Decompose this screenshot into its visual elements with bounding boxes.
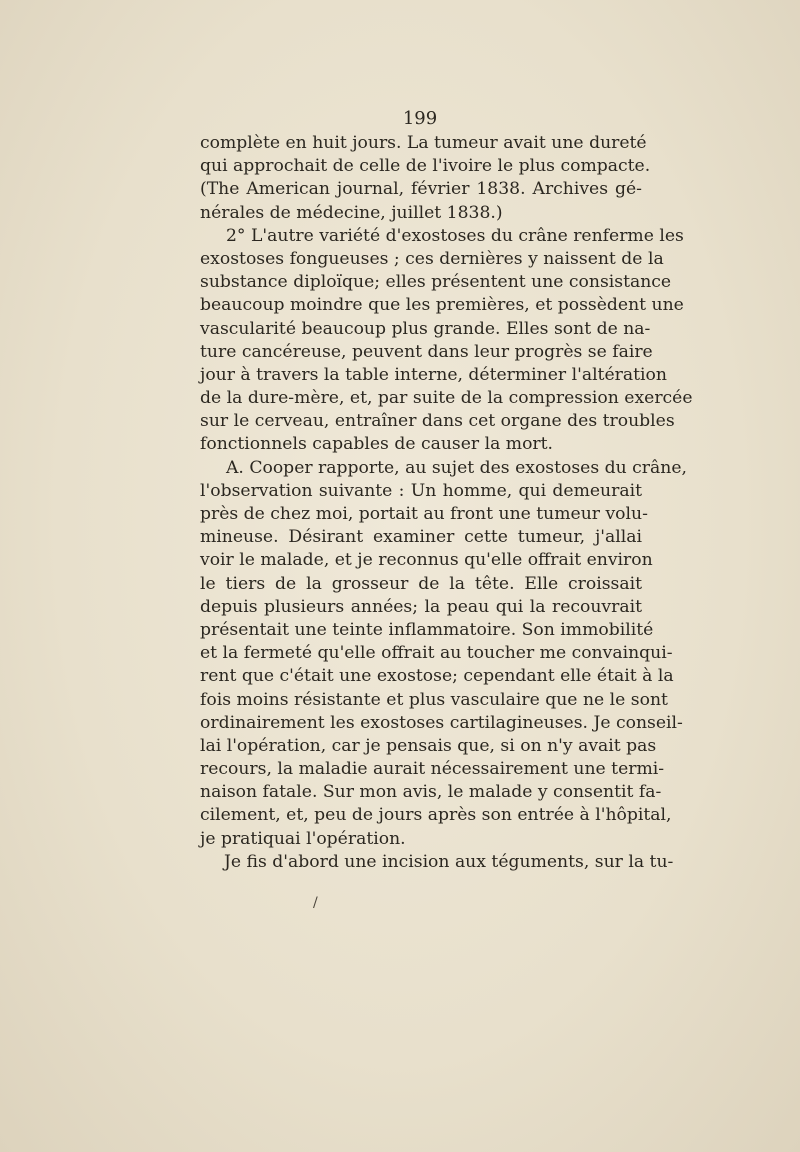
text-line: ture cancéreuse, peuvent dans leur progrès se faire: [200, 341, 653, 362]
text-line-citation: (The American journal, février 1838. Archives gé-: [200, 179, 642, 200]
text-line: et la fermeté qu'elle offrait au toucher me convainqui-: [200, 643, 673, 664]
text-line: ordinairement les exostoses cartilagineuses. Je conseil-: [200, 712, 683, 733]
text-line: cilement, et, peu de jours après son entrée à l'hôpital,: [200, 805, 672, 826]
text-line: l'observation suivante : Un homme, qui demeurait: [200, 480, 642, 501]
text-line: vascularité beaucoup plus grande. Elles sont de na-: [200, 318, 651, 339]
text-line: lai l'opération, car je pensais que, si on n'y avait pas: [200, 735, 657, 756]
text-line: 2° L'autre variété d'exostoses du crâne renferme les: [226, 225, 684, 246]
text-line: Je fis d'abord une incision aux téguments, sur la tu-: [224, 851, 674, 872]
text-line: de la dure-mère, et, par suite de la compression exercée: [200, 388, 693, 409]
text-line-citation: nérales de médecine, juillet 1838.): [200, 202, 503, 223]
text-line: substance diploïque; elles présentent une consistance: [200, 272, 672, 293]
text-line: recours, la maladie aurait nécessairement une termi-: [200, 759, 665, 780]
text-line: sur le cerveau, entraîner dans cet organe des troubles: [200, 411, 675, 432]
text-line: rent que c'était une exostose; cependant elle était à la: [200, 666, 674, 687]
text-line: naison fatale. Sur mon avis, le malade y consentit fa-: [200, 782, 662, 803]
text-line: qui approchait de celle de l'ivoire le plus compacte.: [200, 156, 651, 177]
text-line: complète en huit jours. La tumeur avait une dureté: [200, 133, 647, 153]
text-line: fonctionnels capables de causer la mort.: [200, 434, 554, 455]
text-line: A. Cooper rapporte, au sujet des exostoses du crâne,: [226, 457, 687, 478]
text-line: le tiers de la grosseur de la tête. Elle croissait: [200, 573, 642, 594]
text-line: voir le malade, et je reconnus qu'elle offrait environ: [200, 550, 653, 571]
text-line: près de chez moi, portait au front une tumeur volu-: [200, 504, 648, 524]
text-line: présentait une teinte inflammatoire. Son immobilité: [200, 619, 654, 640]
text-line: beaucoup moindre que les premières, et possèdent une: [200, 295, 684, 316]
text-line: jour à travers la table interne, déterminer l'altération: [200, 364, 667, 385]
stray-mark: /: [313, 895, 318, 911]
text-line: je pratiquai l'opération.: [200, 828, 406, 849]
text-line: depuis plusieurs années; la peau qui la recouvrait: [200, 596, 642, 617]
text-line: fois moins résistante et plus vasculaire que ne le sont: [200, 689, 668, 710]
page-number: 199: [402, 108, 438, 129]
text-line: exostoses fongueuses ; ces dernières y naissent de la: [200, 248, 664, 269]
text-line: mineuse. Désirant examiner cette tumeur, j'allai: [200, 527, 642, 548]
body-text: [200, 132, 693, 874]
